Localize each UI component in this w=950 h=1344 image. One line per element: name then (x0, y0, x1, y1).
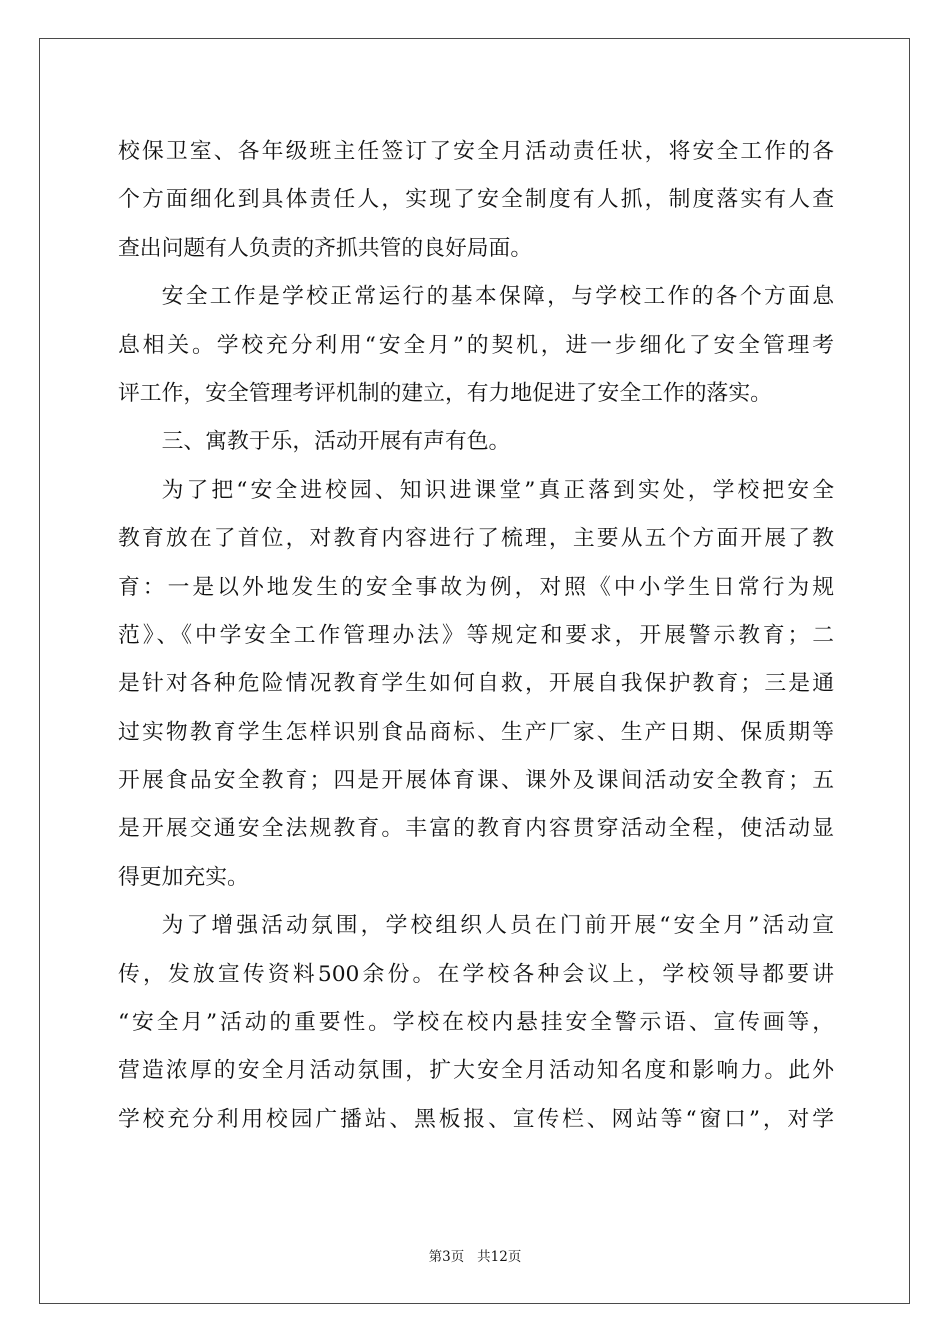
page-number: 第3页 (428, 1249, 465, 1265)
text-line: 传，发放宣传资料500余份。在学校各种会议上，学校领导都要讲 (118, 961, 834, 987)
text-line: 得更加充实。 (118, 864, 249, 890)
text-line: 营造浓厚的安全月活动氛围，扩大安全月活动知名度和影响力。此外 (118, 1058, 834, 1084)
text-line: 安全工作是学校正常运行的基本保障，与学校工作的各个方面息 (161, 284, 834, 310)
text-line: 校保卫室、各年级班主任签订了安全月活动责任状，将安全工作的各 (118, 139, 834, 164)
page-total: 共12页 (477, 1249, 522, 1265)
text-line: 三、寓教于乐，活动开展有声有色。 (161, 429, 511, 455)
text-line: 教育放在了首位，对教育内容进行了梳理，主要从五个方面开展了教 (118, 526, 834, 552)
text-line: 为了把“安全进校园、知识进课堂”真正落到实处，学校把安全 (161, 477, 834, 503)
text-line: 为了增强活动氛围，学校组织人员在门前开展“安全月”活动宣 (161, 913, 834, 939)
text-line: 育：一是以外地发生的安全事故为例，对照《中小学生日常行为规 (118, 574, 834, 600)
text-line: 学校充分利用校园广播站、黑板报、宣传栏、网站等“窗口”，对学 (118, 1106, 834, 1132)
page-footer (0, 1245, 950, 1265)
text-line: 个方面细化到具体责任人，实现了安全制度有人抓，制度落实有人查 (118, 187, 834, 213)
text-line: 过实物教育学生怎样识别食品商标、生产厂家、生产日期、保质期等 (118, 719, 834, 745)
text-line: 息相关。学校充分利用“安全月”的契机，进一步细化了安全管理考 (118, 332, 834, 358)
text-line: 查出问题有人负责的齐抓共管的良好局面。 (118, 235, 533, 261)
text-line: 范》、《中学安全工作管理办法》等规定和要求，开展警示教育；二 (118, 622, 834, 648)
text-line: “安全月”活动的重要性。学校在校内悬挂安全警示语、宣传画等， (118, 1010, 834, 1036)
text-line: 开展食品安全教育；四是开展体育课、课外及课间活动安全教育；五 (118, 768, 834, 794)
text-line: 是针对各种危险情况教育学生如何自救，开展自我保护教育；三是通 (118, 671, 834, 697)
text-line: 评工作，安全管理考评机制的建立，有力地促进了安全工作的落实。 (118, 380, 772, 406)
text-line: 是开展交通安全法规教育。丰富的教育内容贯穿活动全程，使活动显 (118, 816, 834, 842)
document-body (118, 128, 834, 1144)
